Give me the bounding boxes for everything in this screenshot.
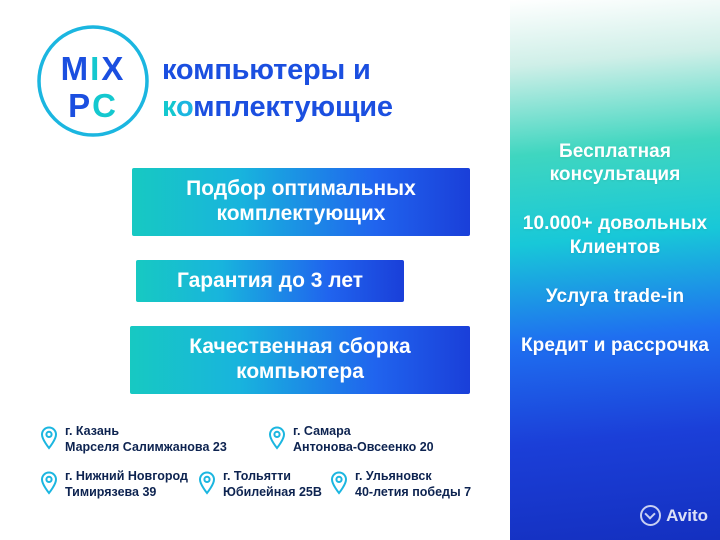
map-pin-icon [40, 426, 58, 453]
avito-watermark-label: Avito [666, 505, 708, 525]
address-text [65, 469, 188, 500]
address-city: г. Казань [65, 424, 120, 438]
brand-logo [36, 24, 150, 138]
right-gradient-panel [510, 0, 720, 540]
benefit-tradein: Услуга trade-in [545, 285, 685, 307]
headline-line-2-k: к [162, 91, 176, 124]
address-city: г. Нижний Новгород [65, 469, 188, 484]
map-pin-icon [198, 471, 216, 498]
address-street: Антонова-Овсеенко 20 [293, 439, 434, 454]
address-ulyanovsk [330, 469, 471, 500]
map-pin-icon [330, 471, 348, 498]
headline-line-2-o: о [175, 91, 194, 124]
addresses-row-2 [40, 469, 510, 500]
svg-text:MIX: MIX [60, 50, 126, 87]
address-text [223, 469, 322, 500]
benefit-credit: Кредит и рассрочка [520, 334, 709, 356]
headline-line-2-rest: мплектующие [193, 91, 393, 124]
addresses-row-1 [40, 424, 510, 455]
right-panel-content [510, 0, 720, 540]
offer-bar-components: Подбор оптимальных комплектующих [132, 168, 470, 236]
address-text [355, 469, 471, 500]
address-street: Юбилейная 25В [223, 484, 322, 499]
headline-line-1: компьютеры и [162, 54, 371, 86]
address-kazan [40, 424, 268, 455]
address-street: 40-летия победы 7 [355, 484, 472, 499]
addresses-block [40, 424, 510, 515]
address-city: г. Тольятти [223, 469, 291, 484]
benefit-clients: 10.000+ довольных Клиентов [522, 213, 708, 258]
headline-line-2 [162, 89, 492, 126]
address-city: г. Самара [293, 424, 351, 438]
offer-bar-warranty: Гарантия до 3 лет [136, 260, 404, 303]
address-text [293, 424, 434, 455]
headline [162, 52, 492, 126]
offer-bar-assembly: Качественная сборка компьютера [130, 326, 470, 394]
avito-check-icon [640, 505, 661, 526]
map-pin-icon [268, 426, 286, 453]
address-street: Марселя Салимжанова 23 [65, 439, 227, 454]
offer-bars [40, 168, 470, 394]
benefit-consultation: Бесплатная консультация [549, 141, 681, 186]
svg-text:PC: PC [68, 87, 118, 124]
address-street: Тимирязева 39 [65, 484, 157, 499]
address-city: г. Ульяновск [355, 469, 432, 484]
address-nizhny-novgorod [40, 469, 198, 500]
address-text [65, 424, 227, 455]
avito-watermark [640, 505, 708, 526]
map-pin-icon [40, 471, 58, 498]
address-tolyatti [198, 469, 330, 500]
address-samara [268, 424, 434, 455]
